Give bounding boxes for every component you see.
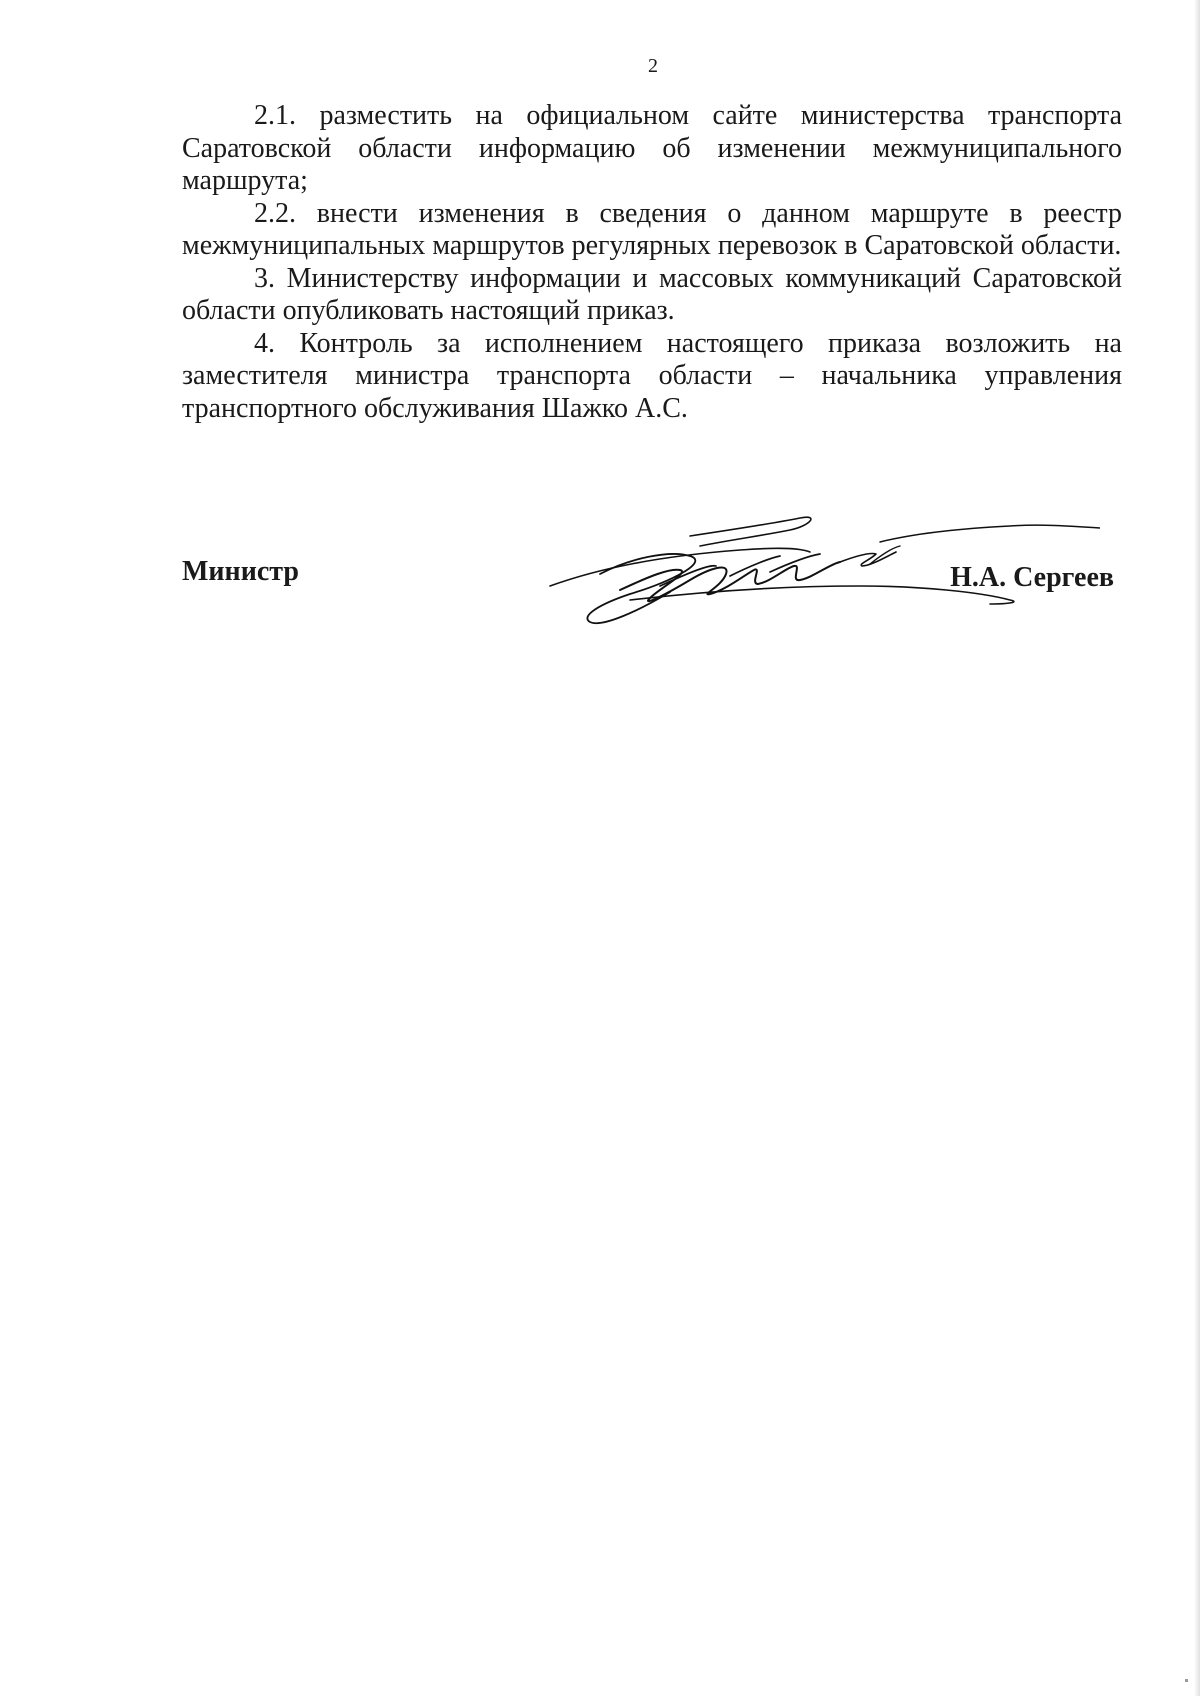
signer-name: Н.А. Сергеев (950, 562, 1114, 593)
page-number: 2 (648, 55, 658, 77)
paragraph-2-1: 2.1. разместить на официальном сайте министерства транспорта Саратовской области информацию об изменении межмуниципального маршрута; (182, 100, 1122, 196)
page-edge-shadow (1194, 0, 1200, 1696)
scan-dot (1185, 1679, 1188, 1682)
signature-stroke (840, 552, 896, 566)
signature-block (0, 500, 1200, 640)
paragraph-3: 3. Министерству информации и массовых коммуникаций Саратовской области опубликовать настоящий приказ. (182, 262, 1122, 326)
paragraph-2-2: 2.2. внести изменения в сведения о данном маршруте в реестр межмуниципальных маршрутов регулярных перевозок в Саратовской области. (182, 197, 1122, 261)
signature-stroke (587, 554, 695, 623)
signature-stroke (690, 517, 811, 546)
document-body (182, 100, 1122, 425)
paragraph-4: 4. Контроль за исполнением настоящего приказа возложить на заместителя министра транспорта области – начальника управления транспортного обслуживания Шажко А.С. (182, 327, 1122, 424)
position-title: Министр (182, 556, 299, 587)
signature-stroke (880, 525, 1100, 542)
signature-stroke (620, 562, 840, 601)
